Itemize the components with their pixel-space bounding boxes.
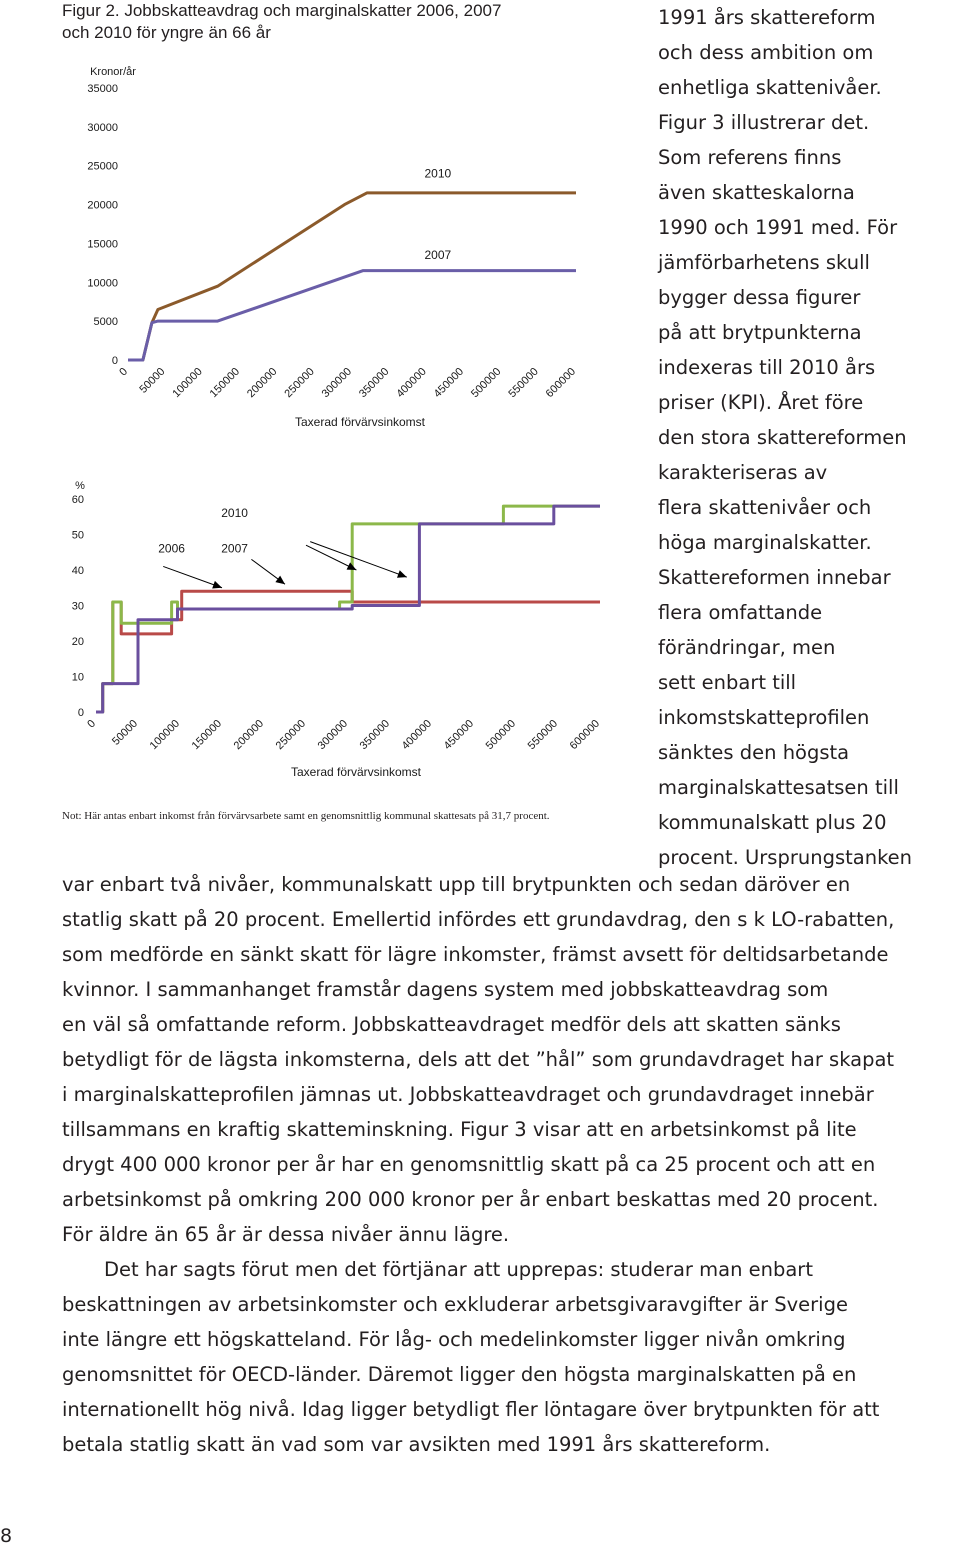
x-tick-label: 350000 <box>357 717 393 753</box>
side-text-line: enhetliga skattenivåer. <box>658 76 882 99</box>
y-tick-label: 60 <box>71 494 84 506</box>
series-label-2006: 2006 <box>158 541 185 556</box>
annotation-arrow-head <box>397 570 407 578</box>
body-text-line: drygt 400 000 kronor per år har en genomsnittlig skatt på ca 25 procent och att en <box>62 1153 876 1176</box>
x-tick-label: 200000 <box>245 365 280 401</box>
y-tick-label: 10000 <box>87 277 118 290</box>
x-tick-label: 0 <box>85 717 99 731</box>
x-tick-label: 0 <box>117 365 131 379</box>
x-tick-label: 300000 <box>315 717 351 753</box>
x-tick-label: 250000 <box>273 717 309 753</box>
y-tick-label: 50 <box>71 529 84 542</box>
body-text-line: statlig skatt på 20 procent. Emellertid infördes ett grundavdrag, den s k LO-rabatten, <box>62 908 895 931</box>
side-text-line: Som referens finns <box>658 146 842 169</box>
x-tick-label: 50000 <box>110 717 141 748</box>
y-tick-label: 5000 <box>93 316 118 329</box>
x-tick-label: 450000 <box>441 717 477 753</box>
series-label-2010: 2010 <box>424 166 452 181</box>
body-text-line: Det har sagts förut men det förtjänar att upprepas: studerar man enbart <box>104 1258 813 1281</box>
x-tick-label: 450000 <box>431 365 467 401</box>
body-text-line: kvinnor. I sammanhanget framstår dagens system med jobbskatteavdrag som <box>62 978 829 1001</box>
side-text-line: procent. Ursprungstanken <box>658 846 913 869</box>
x-axis-title: Taxerad förvärvsinkomst <box>294 415 426 429</box>
body-text-line: För äldre än 65 år är dessa nivåer ännu lägre. <box>62 1223 510 1246</box>
side-text-line: flera skattenivåer och <box>658 496 872 519</box>
x-tick-label: 150000 <box>189 717 225 753</box>
side-text-line: kommunalskatt plus 20 <box>658 811 887 834</box>
side-text-line: höga marginalskatter. <box>658 531 872 554</box>
body-text <box>62 867 958 1462</box>
body-text-line: var enbart två nivåer, kommunalskatt upp till brytpunkten och sedan däröver en <box>62 873 851 896</box>
figure-title-line-1: Figur 2. Jobbskatteavdrag och marginalskatter 2006, 2007 <box>62 1 502 20</box>
y-tick-label: 25000 <box>87 160 118 173</box>
side-text-line: Skattereformen innebar <box>658 566 891 589</box>
y-tick-label: 20 <box>71 636 84 648</box>
side-text-line: 1991 års skattereform <box>658 6 876 29</box>
side-text-line: och dess ambition om <box>658 41 874 64</box>
body-text-line: arbetsinkomst på omkring 200 000 kronor per år enbart beskattas med 20 procent. <box>62 1188 879 1211</box>
x-tick-label: 400000 <box>399 717 435 753</box>
y-tick-label: 15000 <box>87 238 118 251</box>
body-text-line: i marginalskatteprofilen jämnas ut. Jobbskatteavdraget och grundavdraget innebär <box>62 1083 874 1106</box>
body-text-line: genomsnittet för OECD-länder. Däremot ligger den högsta marginalskatten på en <box>62 1363 857 1386</box>
y-tick-label: 30000 <box>87 121 118 134</box>
series-line-2010 <box>128 193 576 360</box>
y-tick-label: 20000 <box>87 199 118 212</box>
figure-note: Not: Här antas enbart inkomst från förvärvsarbete samt en genomsnittlig kommunal skattesats på 31,7 procent. <box>62 810 550 822</box>
side-text-line: jämförbarhetens skull <box>658 251 870 274</box>
side-text-line: flera omfattande <box>658 601 823 624</box>
x-tick-label: 250000 <box>282 365 317 401</box>
body-text-line: beskattningen av arbetsinkomster och exkluderar arbetsgivaravgifter är Sverige <box>62 1293 848 1316</box>
y-tick-label: 0 <box>77 707 84 719</box>
body-text-line: betala statlig skatt än vad som var avsikten med 1991 års skattereform. <box>62 1433 771 1456</box>
page-number: 8 <box>0 1525 13 1547</box>
side-text-line: även skatteskalorna <box>658 181 855 204</box>
x-tick-label: 50000 <box>137 365 168 396</box>
x-tick-label: 600000 <box>543 365 579 401</box>
figure-title-line-2: och 2010 för yngre än 66 år <box>62 23 271 42</box>
x-axis-title: Taxerad förvärvsinkomst <box>290 765 422 779</box>
y-axis-title: Kronor/år <box>90 66 136 78</box>
annotation-arrow-line <box>163 566 222 587</box>
annotation-arrow-head <box>212 581 222 589</box>
side-text-line: 1990 och 1991 med. För <box>658 216 898 239</box>
body-text-line: betydligt för de lägsta inkomsterna, dels att det ”hål” som grundavdraget har skapat <box>62 1048 895 1071</box>
side-text-line: Figur 3 illustrerar det. <box>658 111 870 134</box>
y-tick-label: 40 <box>71 565 84 577</box>
y-tick-label: 35000 <box>87 83 118 95</box>
annotation-arrow-line <box>310 542 407 578</box>
x-tick-label: 550000 <box>525 717 561 753</box>
series-line-2007 <box>128 271 576 360</box>
annotation-arrow-head <box>275 576 285 585</box>
x-tick-label: 150000 <box>207 365 243 401</box>
side-text-line: inkomstskatteprofilen <box>658 706 870 729</box>
side-text-line: sett enbart till <box>658 671 797 694</box>
x-tick-label: 550000 <box>506 365 541 401</box>
y-axis-title: % <box>75 480 85 492</box>
x-tick-label: 350000 <box>357 365 392 401</box>
body-text-line: internationellt hög nivå. Idag ligger betydligt fler löntagare över brytpunkten för att <box>62 1398 880 1421</box>
side-text-line: på att brytpunkterna <box>658 321 862 344</box>
side-text-line: karakteriseras av <box>658 461 828 484</box>
side-text-line: indexeras till 2010 års <box>658 356 876 379</box>
side-text-line: sänktes den högsta <box>658 741 850 764</box>
x-tick-label: 100000 <box>147 717 183 753</box>
y-tick-label: 10 <box>71 671 84 684</box>
x-tick-label: 500000 <box>469 365 504 401</box>
side-text-line: den stora skattereformen <box>658 426 907 449</box>
side-text-line: priser (KPI). Året före <box>658 391 864 414</box>
body-text-line: tillsammans en kraftig skatteminskning. Figur 3 visar att en arbetsinkomst på lite <box>62 1118 857 1141</box>
x-tick-label: 300000 <box>319 365 355 401</box>
x-tick-label: 400000 <box>394 365 429 401</box>
side-column-text <box>658 0 958 875</box>
body-text-line: som medförde en sänkt skatt för lägre inkomster, främst avsett för deltidsarbetande <box>62 943 889 966</box>
x-tick-label: 500000 <box>483 717 519 753</box>
side-text-line: bygger dessa figurer <box>658 286 861 309</box>
x-tick-label: 200000 <box>231 717 267 753</box>
series-label-2010: 2010 <box>221 505 248 520</box>
x-tick-label: 100000 <box>170 365 205 401</box>
series-label-2007: 2007 <box>221 541 248 556</box>
x-tick-label: 600000 <box>567 717 603 753</box>
side-text-line: marginalskattesatsen till <box>658 776 899 799</box>
chart-tax-reduction <box>87 66 578 429</box>
side-text-line: förändringar, men <box>658 636 836 659</box>
body-text-line: en väl så omfattande reform. Jobbskatteavdraget medför dels att skatten sänks <box>62 1013 841 1036</box>
series-label-2007: 2007 <box>424 247 452 262</box>
y-tick-label: 0 <box>111 355 118 367</box>
y-tick-label: 30 <box>71 600 84 613</box>
chart-marginal-tax <box>72 480 602 779</box>
figure-charts <box>0 0 640 800</box>
body-text-line: inte längre ett högskatteland. För låg- och medelinkomster ligger nivån omkring <box>62 1328 846 1351</box>
